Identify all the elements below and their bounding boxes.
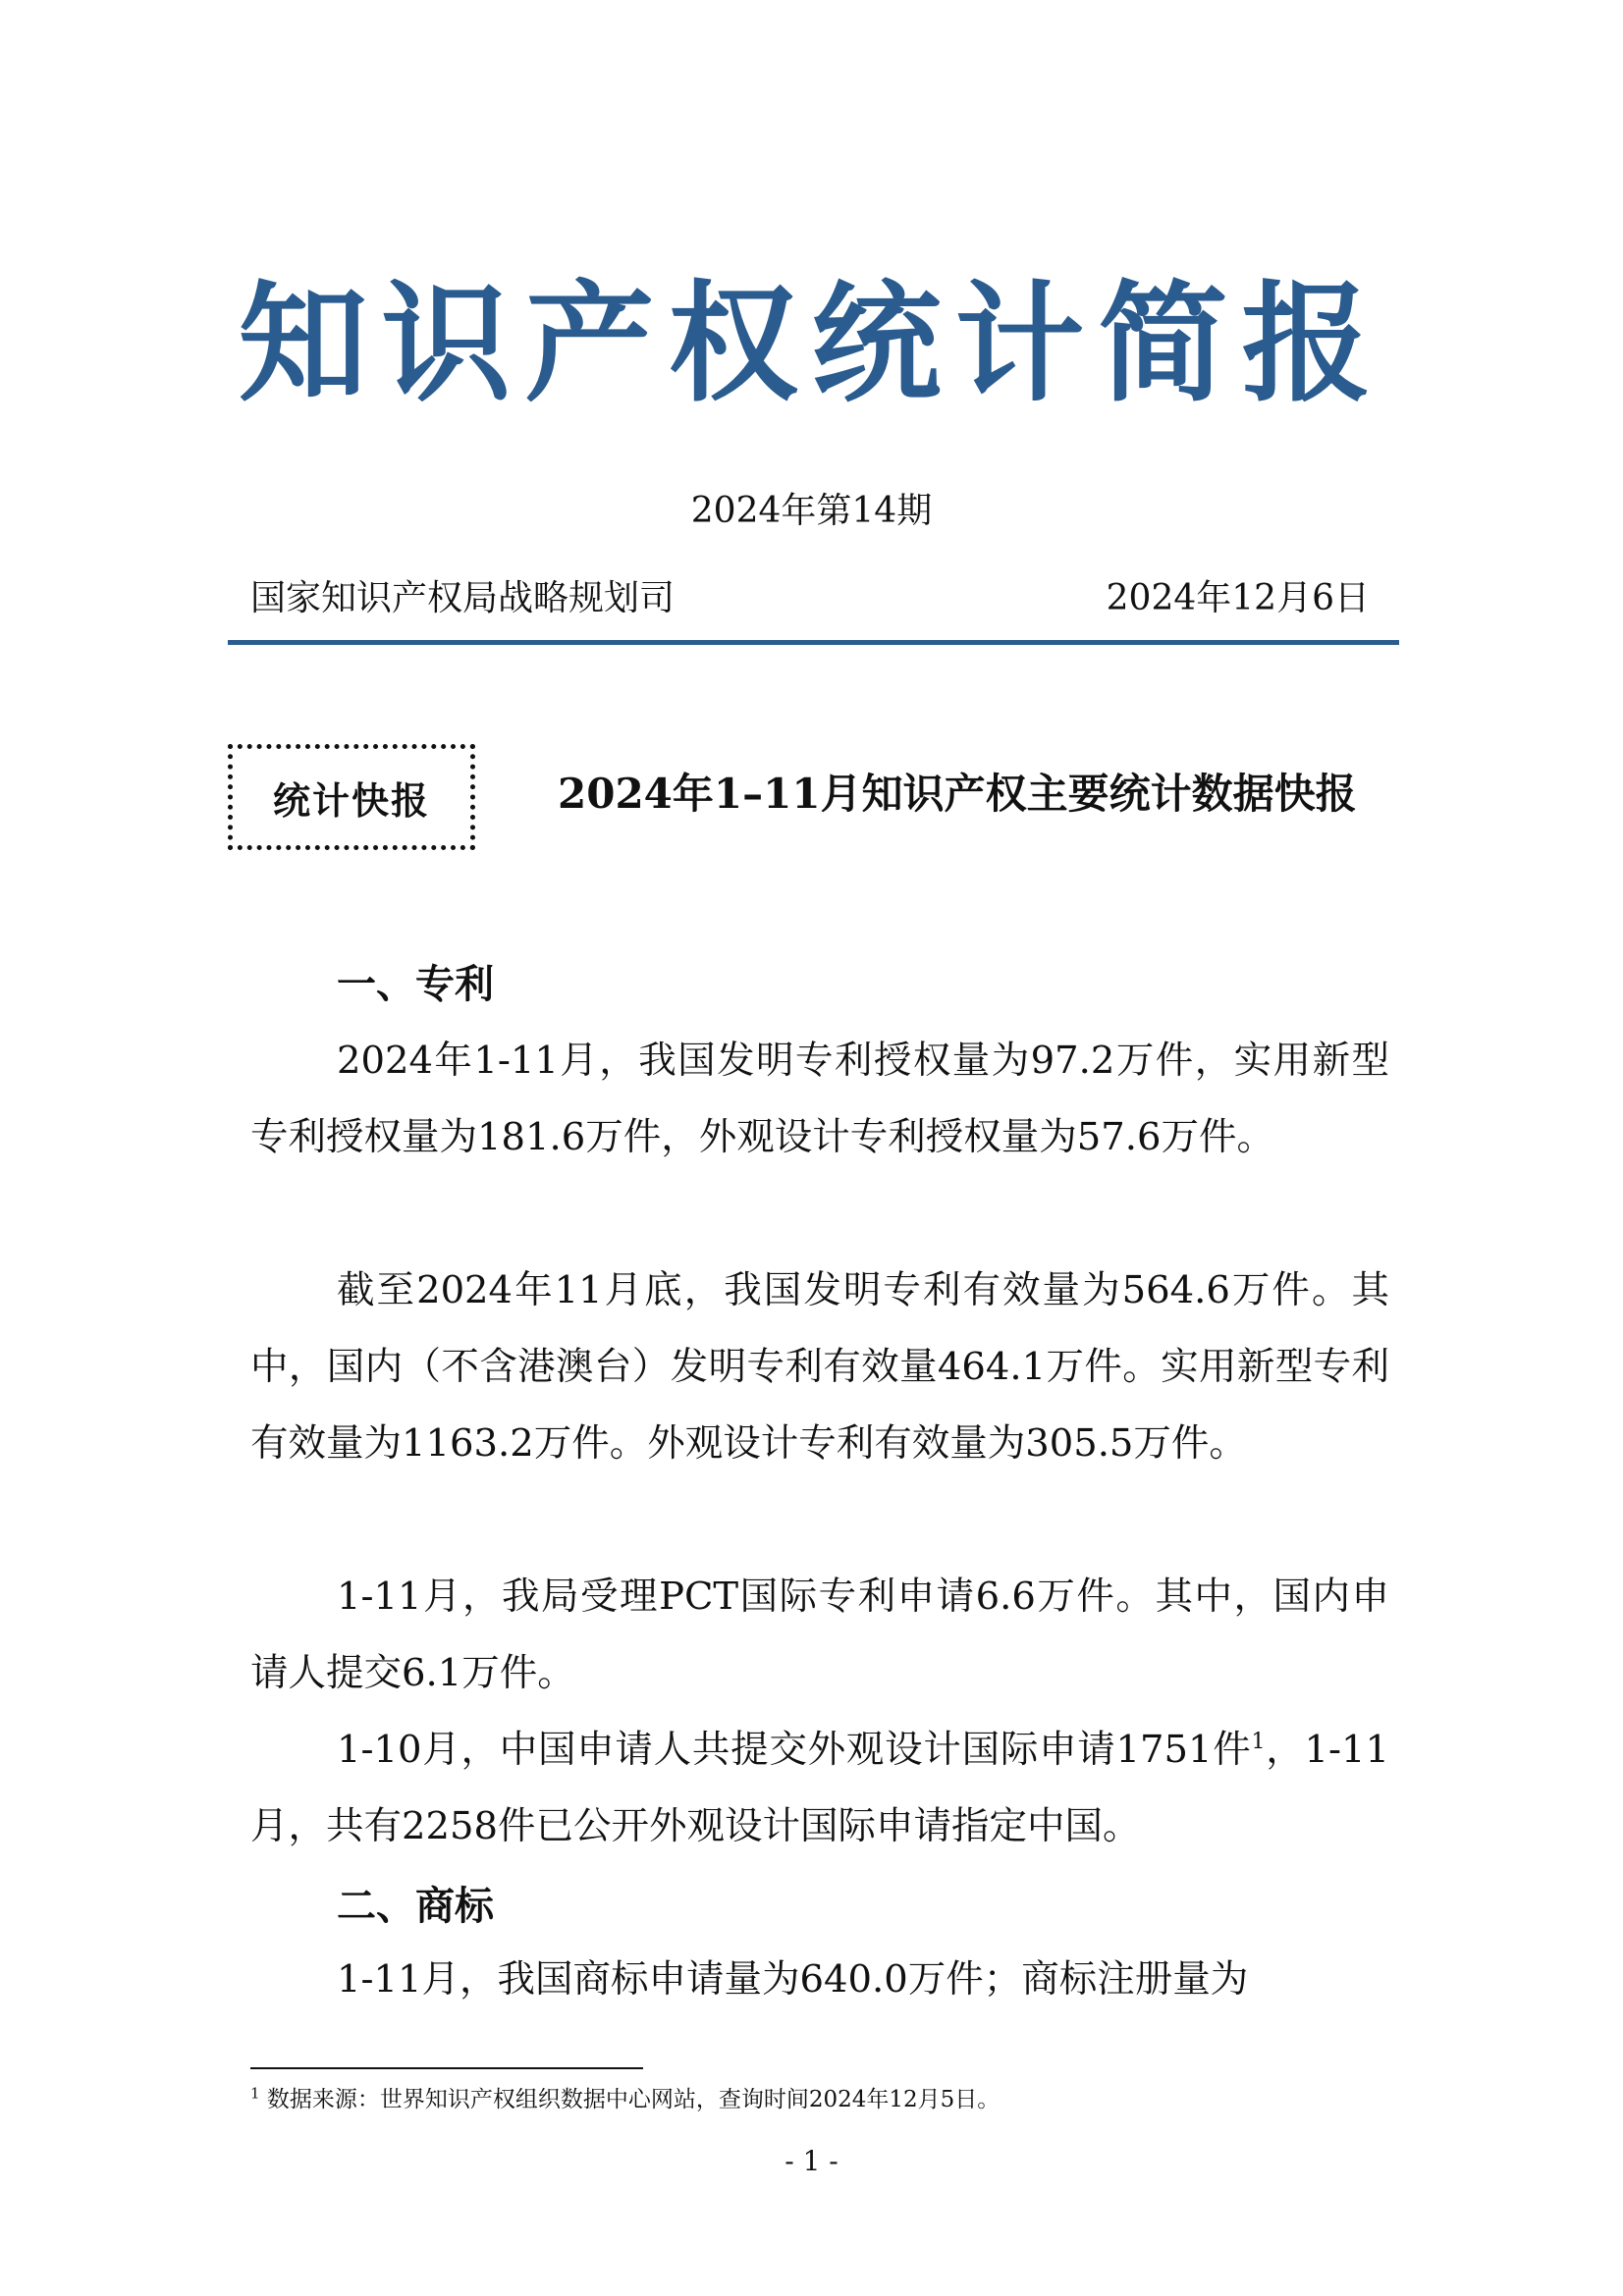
- paragraph-design-intl: [250, 1712, 1389, 1865]
- paragraph-patent-grants: 2024年1-11月，我国发明专利授权量为97.2万件，实用新型专利授权量为181.6万件，外观设计专利授权量为57.6万件。: [250, 1039, 1389, 1159]
- footnote-marker: 1: [250, 2084, 260, 2103]
- page-number: - 1 -: [784, 2145, 839, 2177]
- trademark-heading: 二、商标: [337, 1883, 494, 1929]
- footnote-reference: 1: [1251, 1730, 1266, 1755]
- document-title: 2024年1–11月知识产权主要统计数据快报: [558, 770, 1357, 818]
- footnote-divider: [250, 2067, 643, 2069]
- paragraph-design-intl-part1: 1-10月，中国申请人共提交外观设计国际申请1751件: [337, 1728, 1252, 1772]
- section-tag-label: 统计快报: [272, 777, 430, 823]
- paragraph-trademark: 1-11月，我国商标申请量为640.0万件；商标注册量为: [337, 1957, 1249, 2002]
- footnote: [250, 2084, 1001, 2114]
- section-tag: [228, 744, 475, 850]
- issue-date: 2024年12月6日: [1106, 578, 1370, 618]
- footnote-text: 数据来源：世界知识产权组织数据中心网站，查询时间2024年12月5日。: [266, 2087, 1001, 2112]
- masthead-title: 知识产权统计简报: [238, 268, 1385, 420]
- paragraph-pct: 1-11月，我局受理PCT国际专利申请6.6万件。其中，国内申请人提交6.1万件。: [250, 1575, 1389, 1695]
- issue-number: 2024年第14期: [690, 491, 933, 531]
- paragraph-patent-valid: 截至2024年11月底，我国发明专利有效量为564.6万件。其中，国内（不含港澳台）发明专利有效量464.1万件。实用新型专利有效量为1163.2万件。外观设计专利有效量为305.5万件。: [250, 1268, 1389, 1466]
- paragraph-design-intl-part2: ，1-11月，共有2258件已公开外观设计国际申请指定中国。: [250, 1728, 1389, 1848]
- patent-heading: 一、专利: [337, 961, 494, 1007]
- issuing-department: 国家知识产权局战略规划司: [250, 578, 676, 618]
- header-divider: [228, 640, 1399, 645]
